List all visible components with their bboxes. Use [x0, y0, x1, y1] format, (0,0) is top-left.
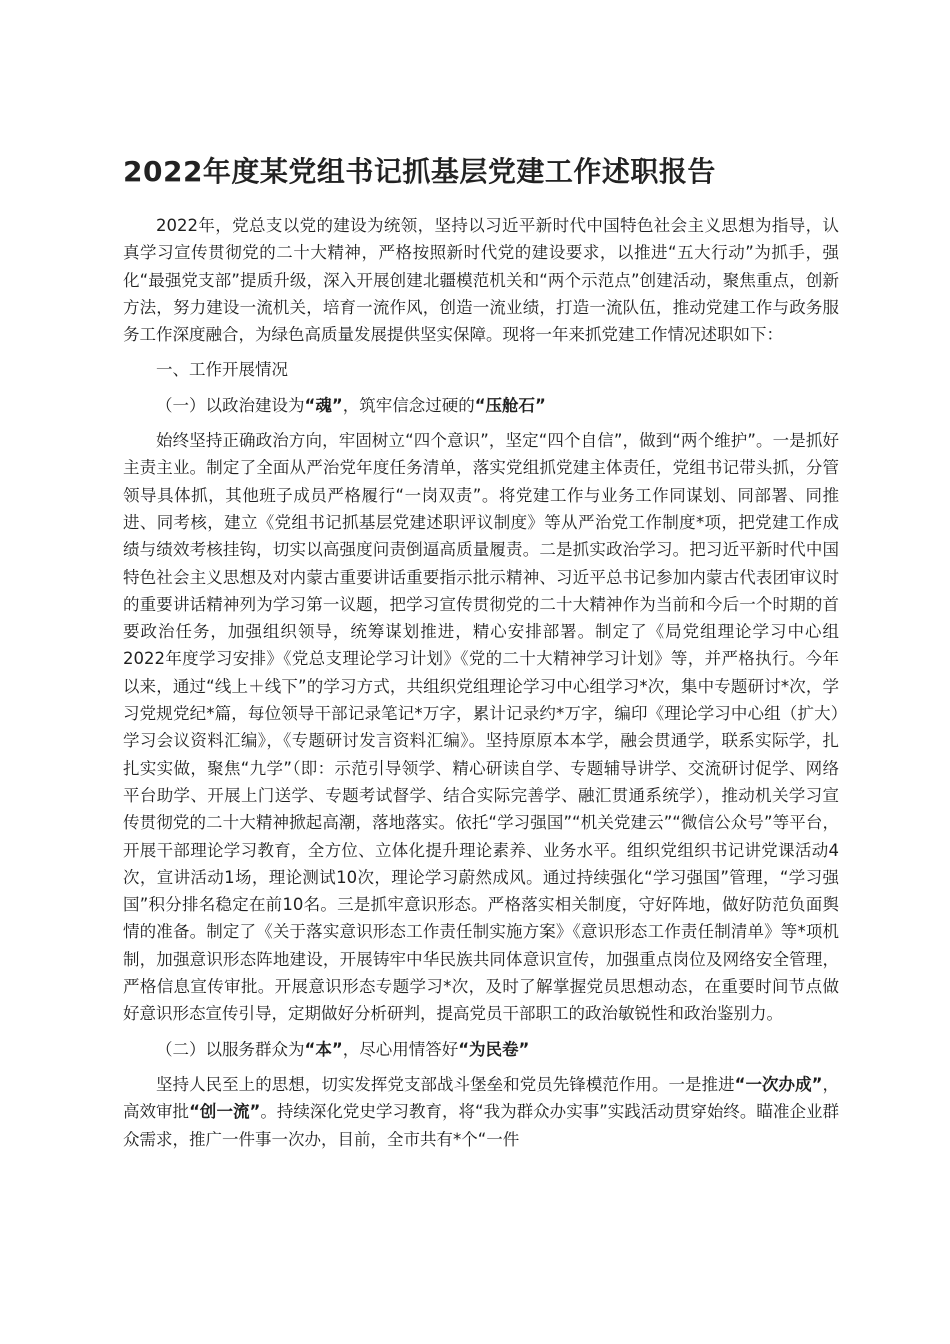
section-heading-work-status: 一、工作开展情况 — [156, 360, 288, 380]
paragraph-text: ，高效审批 — [123, 1074, 840, 1122]
subsection-heading-prefix: （二）以服务群众为 — [156, 1039, 305, 1059]
subsection-heading-middle: ，尽心用情答好 — [342, 1039, 459, 1059]
document-body — [123, 150, 839, 1161]
serving-masses-paragraph — [123, 1071, 839, 1153]
paragraph-emphasis: “创一流” — [189, 1102, 261, 1122]
subsection-heading-emphasis: “为民卷” — [458, 1039, 530, 1059]
subsection-heading-emphasis: “本” — [304, 1039, 343, 1059]
paragraph-text: 。持续深化党史学习教育，将“我为群众办实事”实践活动贯穿始终。瞄准企业群众需求，推广一件事一次办，目前，全市共有*个“一件 — [123, 1102, 839, 1149]
subsection-heading-middle: ，筑牢信念过硬的 — [342, 395, 475, 415]
paragraph-text: 坚持人民至上的思想，切实发挥党支部战斗堡垒和党员先锋模范作用。一是推进 — [156, 1074, 735, 1094]
subsection-heading-serving-masses — [123, 1036, 839, 1063]
subsection-heading-political-building — [123, 392, 839, 419]
political-building-paragraph: 始终坚持正确政治方向，牢固树立“四个意识”，坚定“四个自信”，做到“两个维护”。一是抓好主责主业。制定了全面从严治党年度任务清单，落实党组抓党建主体责任，党组书记带头抓，分管领导具体抓，其他班子成员严格履行“一岗双责”。将党建工作与业务工作同谋划、同部署、同推进、同考核，建立《党组书记抓基层党建述职评议制度》等从严治党工作制度*项，把党建工作成绩与绩效考核挂钩，切实以高强度问责倒逼高质量履责。二是抓实政治学习。把习近平新时代中国特色社会主义思想及对内蒙古重要讲话重要指示批示精神、习近平总书记参加内蒙古代表团审议时的重要讲话精神列为学习第一议题，把学习宣传贯彻党的二十大精神作为当前和今后一个时期的首要政治任务，加强组织领导，统筹谋划推进，精心安排部署。制定了《局党组理论学习中心组2022年度学习安排》《党总支理论学习计划》《党的二十大精神学习计划》等，并严格执行。今年以来，通过“线上＋线下”的学习方式，共组织党组理论学习中心组学习*次，集中专题研讨*次，学习党规党纪*篇，每位领导干部记录笔记*万字，累计记录约*万字，编印《理论学习中心组（扩大）学习会议资料汇编》，《专题研讨发言资料汇编》。坚持原原本本学，融会贯通学，联系实际学，扎扎实实做，聚焦“九学”（即：示范引导领学、精心研读自学、专题辅导讲学、交流研讨促学、网络平台助学、开展上门送学、专题考试督学、结合实际完善学、融汇贯通系统学），推动机关学习宣传贯彻党的二十大精神掀起高潮，落地落实。依托“学习强国”“机关党建云”“微信公众号”等平台，开展干部理论学习教育，全方位、立体化提升理论素养、业务水平。组织党组织书记讲党课活动4次，宣讲活动1场，理论测试10次，理论学习蔚然成风。通过持续强化“学习强国”管理，“学习强国”积分排名稳定在前10名。三是抓牢意识形态。严格落实相关制度，守好阵地，做好防范负面舆情的准备。制定了《关于落实意识形态工作责任制实施方案》《意识形态工作责任制清单》等*项机制，加强意识形态阵地建设，开展铸牢中华民族共同体意识宣传，加强重点岗位及网络安全管理，严格信息宣传审批。开展意识形态专题学习*次，及时了解掌握党员思想动态，在重要时间节点做好意识形态宣传引导，定期做好分析研判，提高党员干部职工的政治敏锐性和政治鉴别力。 — [123, 431, 839, 1024]
document-title: 2022年度某党组书记抓基层党建工作述职报告 — [123, 155, 716, 188]
subsection-heading-emphasis: “魂” — [304, 395, 343, 415]
subsection-heading-prefix: （一）以政治建设为 — [156, 395, 305, 415]
subsection-heading-emphasis: “压舱石” — [474, 395, 546, 415]
paragraph-emphasis: “一次办成” — [734, 1074, 823, 1094]
intro-paragraph: 2022年，党总支以党的建设为统领，坚持以习近平新时代中国特色社会主义思想为指导，认真学习宣传贯彻党的二十大精神，严格按照新时代党的建设要求，以推进“五大行动”为抓手，强化“最强党支部”提质升级，深入开展创建北疆模范机关和“两个示范点”创建活动，聚焦重点，创新方法，努力建设一流机关，培育一流作风，创造一流业绩，打造一流队伍，推动党建工作与政务服务工作深度融合，为绿色高质量发展提供坚实保障。现将一年来抓党建工作情况述职如下： — [123, 216, 839, 345]
